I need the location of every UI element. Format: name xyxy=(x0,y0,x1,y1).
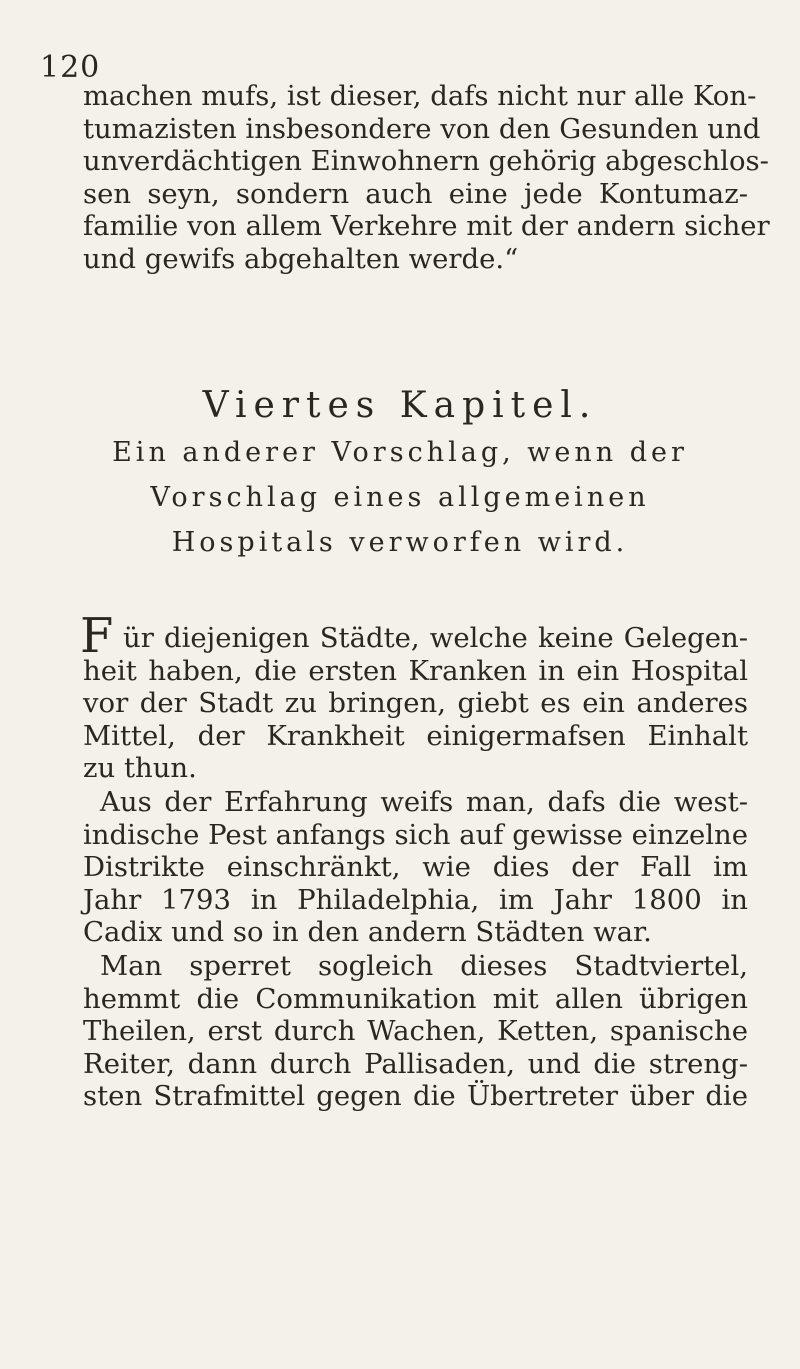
text-line: machen mufs, ist dieser, dafs nicht nur alle Kon- xyxy=(83,80,757,112)
text-line: Distrikte einschränkt, wie dies der Fall im xyxy=(83,851,748,884)
text-line: hemmt die Communikation mit allen übrigen xyxy=(83,982,748,1015)
text-line: tumazisten insbesondere von den Gesunden und xyxy=(83,112,761,145)
text-line: Man sperret sogleich dieses Stadtviertel, xyxy=(100,950,748,982)
subtitle-line: Hospitals verworfen wird. xyxy=(171,527,629,558)
body-paragraph-2 xyxy=(83,786,748,949)
text-line: sten Strafmittel gegen die Übertreter über die xyxy=(83,1080,748,1113)
first-line-text: ür diejenigen Städte, welche keine Gelegen- xyxy=(123,622,748,654)
text-line: vor der Stadt zu bringen, giebt es ein anderes xyxy=(83,687,748,720)
text-line: indische Pest anfangs sich auf gewisse einzelne xyxy=(83,818,749,851)
text-line: familie von allem Verkehre mit der andern sicher xyxy=(83,210,770,243)
chapter-subtitle xyxy=(0,430,800,565)
top-paragraph xyxy=(83,80,770,276)
drop-cap: F xyxy=(80,608,114,664)
text-line: und gewifs abgehalten werde.“ xyxy=(83,242,519,275)
page-number: 120 xyxy=(40,50,101,85)
text-line: Aus der Erfahrung weifs man, dafs die west- xyxy=(100,786,748,818)
text-line: heit haben, die ersten Kranken in ein Hospital xyxy=(83,654,748,687)
text-line: Reiter, dann durch Pallisaden, und die streng- xyxy=(83,1047,748,1080)
chapter-heading: Viertes Kapitel. xyxy=(202,385,598,426)
text-line: Jahr 1793 in Philadelphia, im Jahr 1800 in xyxy=(83,883,748,916)
body-paragraph-1 xyxy=(80,608,748,785)
subtitle-line: Ein anderer Vorschlag, wenn der xyxy=(112,437,688,468)
text-line: unverdächtigen Einwohnern gehörig abgeschlos- xyxy=(83,145,769,178)
text-line: sen seyn, sondern auch eine jede Kontumaz- xyxy=(83,177,748,210)
subtitle-line: Vorschlag eines allgemeinen xyxy=(150,482,650,513)
text-line xyxy=(80,608,748,664)
text-line: Mittel, der Krankheit einigermafsen Einhalt xyxy=(83,719,748,752)
text-line: zu thun. xyxy=(83,752,197,785)
body-paragraph-3 xyxy=(83,950,748,1113)
text-line: Cadix und so in den andern Städten war. xyxy=(83,916,652,949)
text-line: Theilen, erst durch Wachen, Ketten, spanische xyxy=(83,1015,748,1048)
